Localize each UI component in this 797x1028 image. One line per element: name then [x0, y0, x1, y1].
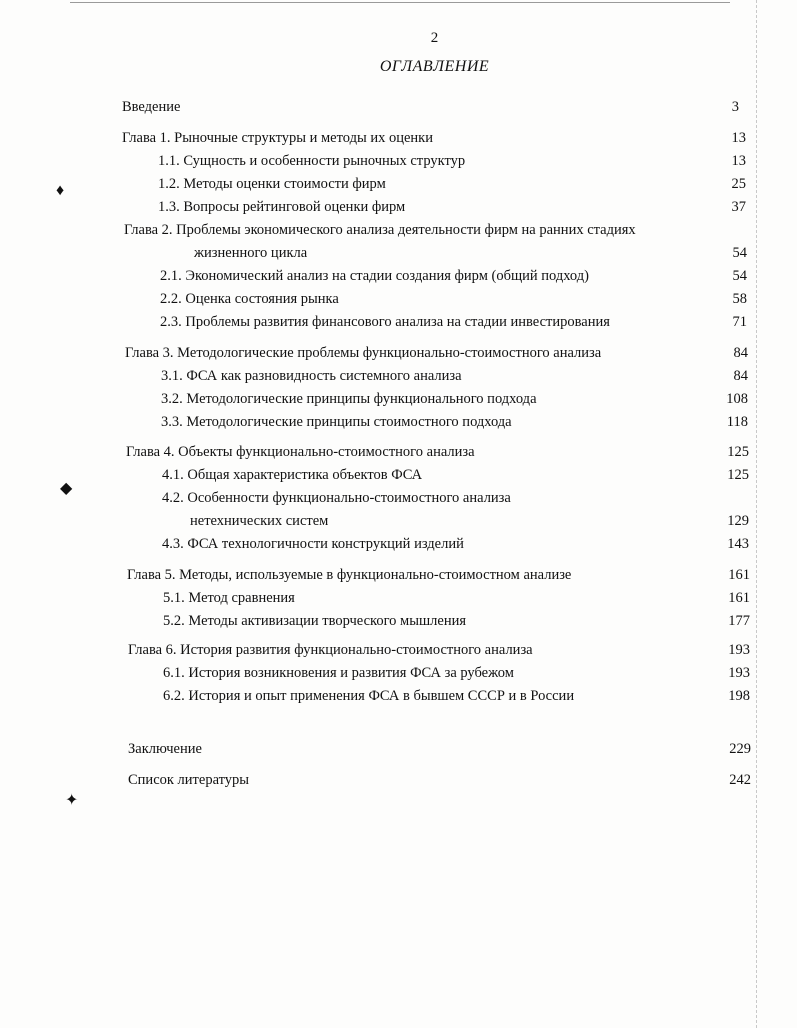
- toc-entry-chapter-1: [122, 129, 433, 147]
- toc-entry-label: Глава 5. Методы, используемые в функционально-стоимостном анализе: [127, 567, 572, 583]
- toc-entry-label: Заключение: [128, 741, 202, 757]
- toc-entry-label: 5.1. Метод сравнения: [163, 590, 295, 606]
- toc-entry-page: 193: [728, 665, 750, 681]
- toc-entry-section-4-3: [162, 535, 464, 553]
- toc-entry-chapter-3: [125, 344, 601, 362]
- toc-entry-page: 118: [726, 414, 748, 430]
- toc-entry-label: 2.3. Проблемы развития финансового анализа на стадии инвестирования: [160, 314, 610, 330]
- toc-entry-section-5-2: [163, 612, 466, 630]
- toc-entry-page: 125: [727, 444, 749, 460]
- toc-entry-label: Список литературы: [128, 772, 250, 788]
- toc-entry-page: 177: [728, 613, 750, 629]
- toc-entry-label: 3.2. Методологические принципы функционального подхода: [161, 391, 537, 407]
- toc-entry-page: 129: [727, 513, 749, 529]
- toc-entry-section-3-1: [161, 367, 462, 385]
- toc-entry-conclusion: [128, 740, 202, 758]
- toc-entry-section-2-2: [160, 290, 339, 308]
- toc-entry-page: 54: [732, 268, 747, 284]
- toc-entry-label: 1.3. Вопросы рейтинговой оценки фирм: [158, 199, 406, 215]
- toc-entry-label: 4.3. ФСА технологичности конструкций изделий: [162, 536, 464, 552]
- toc-entry-page: 71: [732, 314, 747, 330]
- toc-entry-label: 3.1. ФСА как разновидность системного анализа: [161, 368, 462, 384]
- toc-entry-page: 108: [726, 391, 748, 407]
- toc-entry-page: 198: [728, 688, 750, 704]
- toc-entry-label: 1.2. Методы оценки стоимости фирм: [158, 176, 386, 192]
- toc-entry-page: 242: [729, 772, 751, 788]
- toc-entry-label: Введение: [122, 99, 181, 115]
- toc-entry-label: 3.3. Методологические принципы стоимостного подхода: [161, 414, 512, 430]
- toc-entry-label: 6.1. История возникновения и развития ФСА за рубежом: [163, 665, 514, 681]
- toc-entry-section-2-3: [160, 313, 610, 331]
- toc-entry-chapter-5: [127, 566, 571, 584]
- toc-entry-section-4-2: [162, 489, 511, 507]
- scan-blot-icon: ◆: [60, 480, 73, 497]
- toc-entry-label: 6.2. История и опыт применения ФСА в бывшем СССР и в России: [163, 688, 575, 704]
- toc-entry-label: 4.1. Общая характеристика объектов ФСА: [162, 467, 423, 483]
- toc-entry-label: Глава 2. Проблемы экономического анализа деятельности фирм на ранних стадиях: [124, 222, 636, 238]
- toc-entry-label: 5.2. Методы активизации творческого мышления: [163, 613, 467, 629]
- toc-entry-section-1-1: [158, 152, 465, 170]
- toc-entry-label: Глава 6. История развития функционально-стоимостного анализа: [128, 642, 533, 658]
- toc-entry-section-4-2-cont: [190, 512, 328, 530]
- toc-entry-section-1-2: [158, 175, 386, 193]
- toc-entry-page: 84: [733, 368, 748, 384]
- page-number: 2: [430, 30, 439, 46]
- toc-entry-page: 13: [731, 153, 746, 169]
- toc-entry-chapter-2-cont: [194, 244, 307, 262]
- toc-entry-section-5-1: [163, 589, 295, 607]
- toc-entry-introduction: [122, 98, 180, 116]
- toc-entry-section-4-1: [162, 466, 422, 484]
- toc-entry-chapter-2: [124, 221, 636, 239]
- toc-entry-page: 58: [732, 291, 747, 307]
- toc-entry-chapter-4: [126, 443, 475, 461]
- toc-entry-page: 54: [732, 245, 747, 261]
- toc-entry-page: 84: [733, 345, 748, 361]
- toc-entry-section-1-3: [158, 198, 405, 216]
- toc-entry-page: 125: [727, 467, 749, 483]
- toc-entry-section-6-1: [163, 664, 514, 682]
- toc-entry-page: 13: [731, 130, 746, 146]
- toc-entry-page: 161: [728, 567, 750, 583]
- toc-entry-label: Глава 4. Объекты функционально-стоимостного анализа: [126, 444, 475, 460]
- toc-entry-label: 1.1. Сущность и особенности рыночных структур: [158, 153, 466, 169]
- toc-entry-label: Глава 1. Рыночные структуры и методы их оценки: [122, 130, 433, 146]
- toc-entry-section-2-1: [160, 267, 589, 285]
- toc-entry-label: 4.2. Особенности функционально-стоимостного анализа: [162, 490, 511, 506]
- toc-entry-section-3-3: [161, 413, 512, 431]
- toc-entry-section-6-2: [163, 687, 574, 705]
- toc-entry-chapter-6: [128, 641, 533, 659]
- toc-title: ОГЛАВЛЕНИЕ: [379, 58, 490, 75]
- toc-entry-bibliography: [128, 771, 249, 789]
- toc-entry-label: жизненного цикла: [194, 245, 308, 261]
- toc-entry-page: 193: [728, 642, 750, 658]
- toc-entry-page: 3: [731, 99, 739, 115]
- scan-blot-icon: ✦: [65, 792, 79, 809]
- toc-entry-page: 37: [731, 199, 746, 215]
- toc-entry-section-3-2: [161, 390, 537, 408]
- toc-entry-label: Глава 3. Методологические проблемы функционально-стоимостного анализа: [125, 345, 602, 361]
- toc-entry-page: 229: [729, 741, 751, 757]
- toc-entry-label: 2.1. Экономический анализ на стадии создания фирм (общий подход): [160, 268, 589, 284]
- toc-entry-label: нетехнических систем: [190, 513, 329, 529]
- toc-entry-page: 143: [727, 536, 749, 552]
- toc-entry-page: 25: [731, 176, 746, 192]
- toc-entry-page: 161: [728, 590, 750, 606]
- toc-entry-label: 2.2. Оценка состояния рынка: [160, 291, 339, 307]
- scan-blot-icon: ♦: [56, 182, 65, 199]
